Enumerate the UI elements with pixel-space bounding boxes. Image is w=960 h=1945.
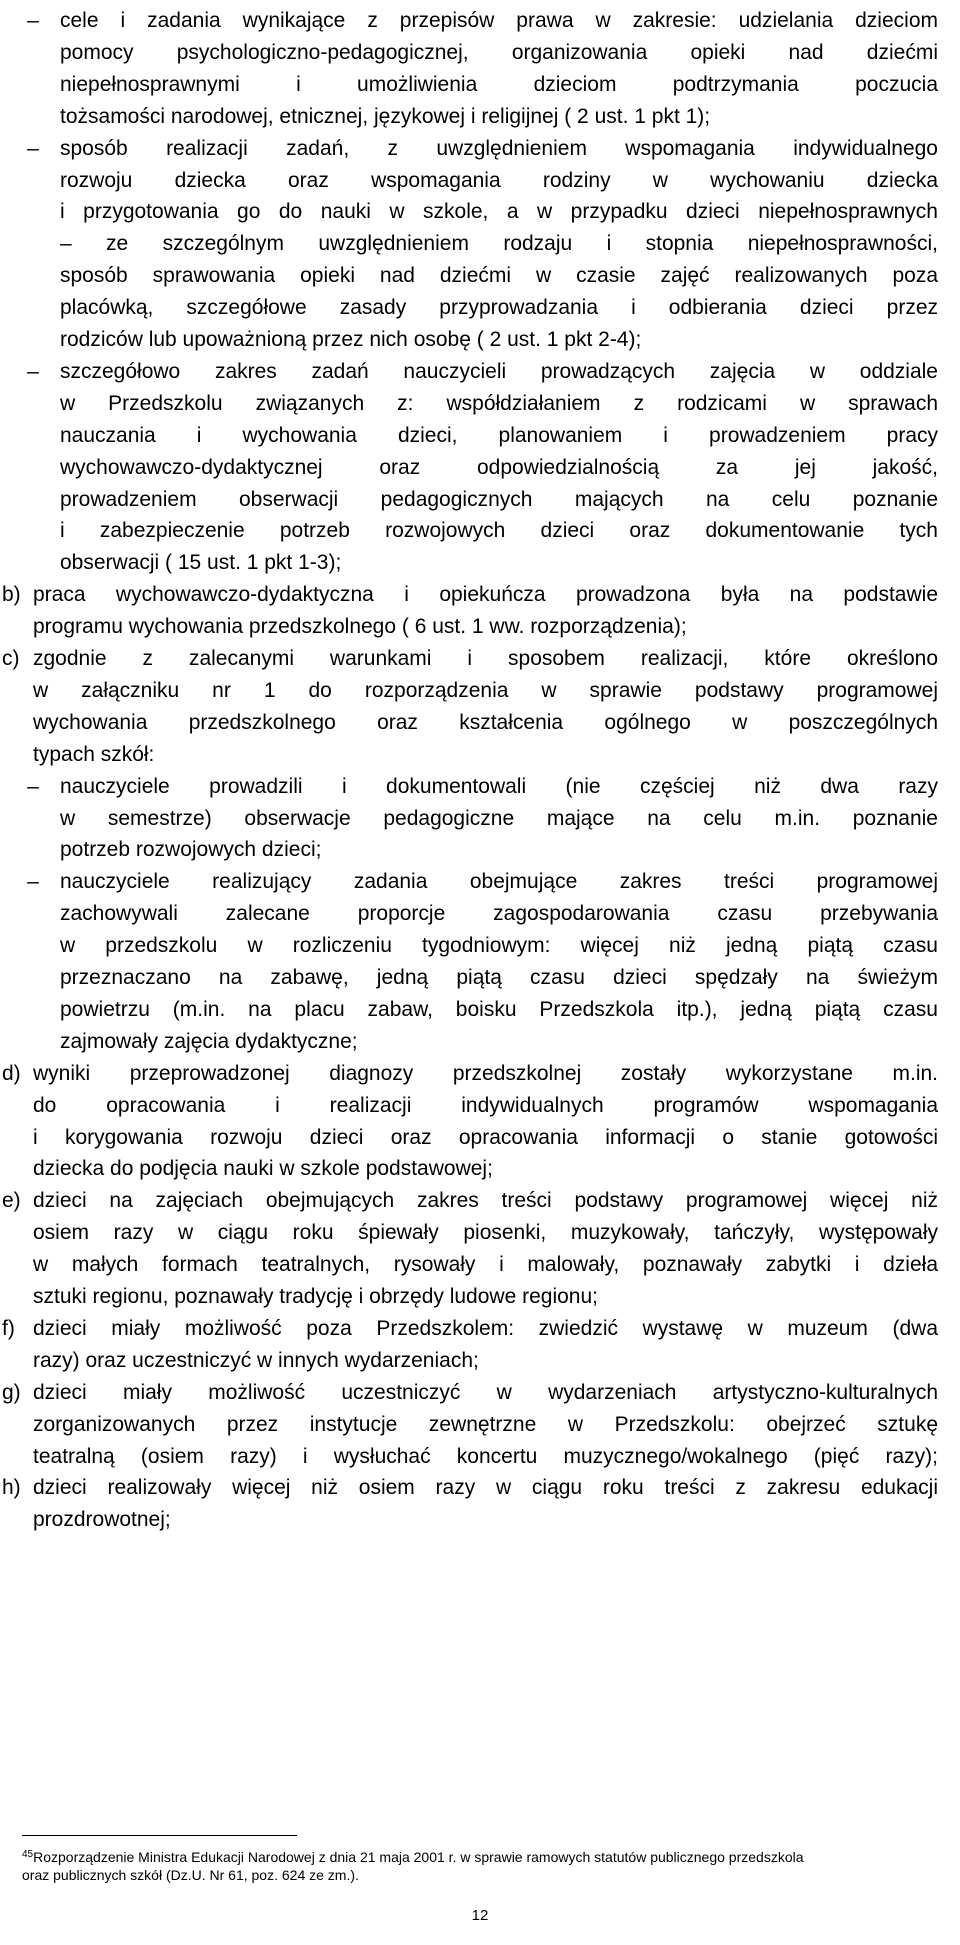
text-line: prowadzeniem obserwacji pedagogicznych mających na celu poznanie xyxy=(60,487,938,511)
list-marker: g) xyxy=(2,1380,21,1404)
text-line: prozdrowotnej; xyxy=(33,1508,171,1532)
text-line: zachowywali zalecane proporcje zagospodarowania czasu przebywania xyxy=(60,902,938,926)
text-line: przeznaczano na zabawę, jedną piątą czasu dzieci spędzały na świeżym xyxy=(60,966,938,989)
text-line: programu wychowania przedszkolnego ( 6 ust. 1 ww. rozporządzenia); xyxy=(33,615,687,639)
footnote-separator xyxy=(22,1835,297,1836)
text-line: razy) oraz uczestniczyć w innych wydarzeniach; xyxy=(33,1348,479,1372)
text-line: zgodnie z zalecanymi warunkami i sposobem realizacji, które określono xyxy=(33,647,938,670)
text-line: dzieci miały możliwość poza Przedszkolem: zwiedzić wystawę w muzeum (dwa xyxy=(33,1316,938,1340)
text-line: rodziców lub upoważnioną przez nich osobę ( 2 ust. 1 pkt 2-4); xyxy=(60,328,642,351)
list-marker: f) xyxy=(2,1316,15,1340)
text-line: i korygowania rozwoju dzieci oraz opracowania informacji o stanie gotowości xyxy=(33,1125,938,1149)
list-marker: h) xyxy=(2,1476,21,1500)
dash-bullet: – xyxy=(27,774,39,798)
text-line: sztuki regionu, poznawały tradycję i obrzędy ludowe regionu; xyxy=(33,1285,598,1308)
list-marker: d) xyxy=(2,1061,21,1085)
text-line: pomocy psychologiczno-pedagogicznej, organizowania opieki nad dziećmi xyxy=(60,40,938,64)
text-line: wychowania przedszkolnego oraz kształcenia ogólnego w poszczególnych xyxy=(33,710,938,734)
text-line: szczegółowo zakres zadań nauczycieli prowadzących zajęcia w oddziale xyxy=(60,359,938,383)
page-number: 12 xyxy=(471,1907,489,1924)
text-line: nauczania i wychowania dzieci, planowaniem i prowadzeniem pracy xyxy=(60,423,938,447)
footnote-number: 45 xyxy=(22,1849,34,1860)
text-line: zajmowały zajęcia dydaktyczne; xyxy=(60,1029,358,1053)
dash-bullet: – xyxy=(27,359,39,383)
text-line: obserwacji ( 15 ust. 1 pkt 1-3); xyxy=(60,551,342,575)
text-line: niepełnosprawnymi i umożliwienia dzieciom podtrzymania poczucia xyxy=(60,72,938,96)
text-line: dzieci na zajęciach obejmujących zakres treści podstawy programowej więcej niż xyxy=(33,1189,938,1213)
text-line: sposób sprawowania opieki nad dziećmi w czasie zajęć realizowanych poza xyxy=(60,264,938,288)
text-line: cele i zadania wynikające z przepisów prawa w zakresie: udzielania dzieciom xyxy=(60,9,938,32)
text-line: i zabezpieczenie potrzeb rozwojowych dzieci oraz dokumentowanie tych xyxy=(60,519,938,543)
dash-bullet: – xyxy=(27,9,39,32)
text-line: zorganizowanych przez instytucje zewnętrzne w Przedszkolu: obejrzeć sztukę xyxy=(33,1412,938,1436)
text-line: w semestrze) obserwacje pedagogiczne mające na celu m.in. poznanie xyxy=(60,806,938,830)
text-line: teatralną (osiem razy) i wysłuchać koncertu muzycznego/wokalnego (pięć razy); xyxy=(33,1444,938,1468)
text-line: wychowawczo-dydaktycznej oraz odpowiedzialnością za jej jakość, xyxy=(60,455,938,479)
text-line: nauczyciele realizujący zadania obejmujące zakres treści programowej xyxy=(60,870,938,894)
text-line: wyniki przeprowadzonej diagnozy przedszkolnej zostały wykorzystane m.in. xyxy=(33,1061,938,1085)
text-line: i przygotowania go do nauki w szkole, a w przypadku dzieci niepełnosprawnych xyxy=(60,200,938,224)
text-line: w Przedszkolu związanych z: współdziałaniem z rodzicami w sprawach xyxy=(60,391,938,415)
text-line: do opracowania i realizacji indywidualnych programów wspomagania xyxy=(33,1093,938,1117)
dash-bullet: – xyxy=(27,136,39,160)
text-line: dziecka do podjęcia nauki w szkole podstawowej; xyxy=(33,1157,493,1181)
footnote-line-2: oraz publicznych szkół (Dz.U. Nr 61, poz. 624 ze zm.). xyxy=(22,1867,359,1883)
text-line: powietrzu (m.in. na placu zabaw, boisku Przedszkola itp.), jedną piątą czasu xyxy=(60,997,938,1021)
text-line: placówką, szczegółowe zasady przyprowadzania i odbierania dzieci przez xyxy=(60,296,938,320)
list-marker: c) xyxy=(2,647,20,670)
text-line: praca wychowawczo-dydaktyczna i opiekuńcza prowadzona była na podstawie xyxy=(33,583,938,607)
text-line: w załączniku nr 1 do rozporządzenia w sprawie podstawy programowej xyxy=(33,678,938,702)
text-line: w przedszkolu w rozliczeniu tygodniowym: więcej niż jedną piątą czasu xyxy=(60,934,938,958)
text-line: potrzeb rozwojowych dzieci; xyxy=(60,838,322,862)
list-marker: e) xyxy=(2,1189,21,1213)
text-line: nauczyciele prowadzili i dokumentowali (nie częściej niż dwa razy xyxy=(60,774,938,798)
text-line: sposób realizacji zadań, z uwzględnieniem wspomagania indywidualnego xyxy=(60,136,938,160)
text-line: tożsamości narodowej, etnicznej, językowej i religijnej ( 2 ust. 1 pkt 1); xyxy=(60,104,711,128)
text-line: typach szkół: xyxy=(33,742,155,766)
text-line: dzieci miały możliwość uczestniczyć w wydarzeniach artystyczno-kulturalnych xyxy=(33,1380,938,1404)
text-line: w małych formach teatralnych, rysowały i malowały, poznawały zabytki i dzieła xyxy=(33,1253,938,1277)
text-line: dzieci realizowały więcej niż osiem razy w ciągu roku treści z zakresu edukacji xyxy=(33,1476,938,1500)
footnote-line-1: $^{45}$Rozporządzenie Ministra Edukacji Narodowej z dnia 21 maja 2001 r. w sprawie ramowych statutów publicznego przedszkola xyxy=(22,1849,804,1865)
text-line: – ze szczególnym uwzględnieniem rodzaju i stopnia niepełnosprawności, xyxy=(60,232,938,256)
text-line: osiem razy w ciągu roku śpiewały piosenki, muzykowały, tańczyły, występowały xyxy=(33,1221,938,1245)
list-marker: b) xyxy=(2,583,21,607)
dash-bullet: – xyxy=(27,870,39,894)
text-line: rozwoju dziecka oraz wspomagania rodziny w wychowaniu dziecka xyxy=(60,168,938,192)
